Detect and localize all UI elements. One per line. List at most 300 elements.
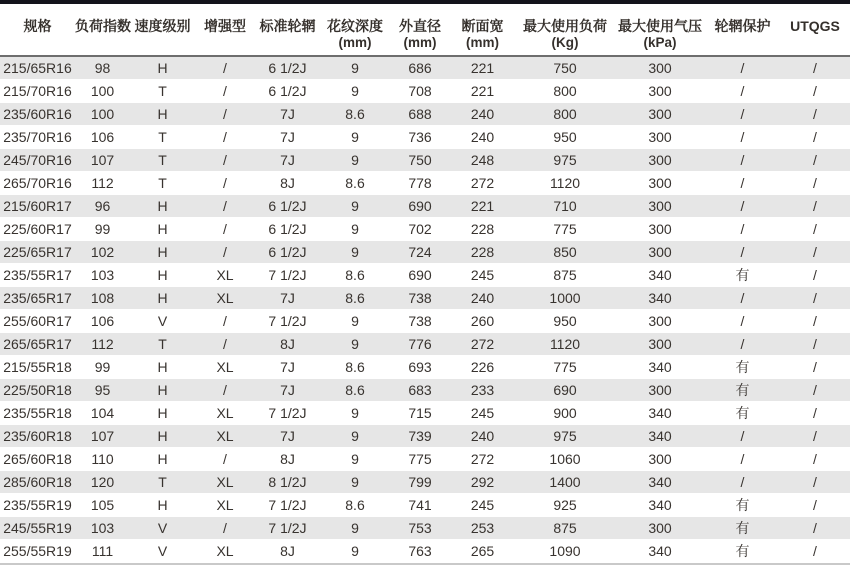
table-cell: 300	[615, 310, 705, 333]
table-cell: 111	[75, 540, 130, 563]
table-cell: 9	[320, 310, 390, 333]
table-cell: 有	[705, 540, 780, 563]
table-cell: /	[705, 448, 780, 471]
table-header	[0, 4, 850, 56]
column-header	[320, 4, 390, 56]
column-header	[130, 4, 195, 56]
table-cell: 7 1/2J	[255, 310, 320, 333]
table-cell: /	[705, 471, 780, 494]
table-cell: 750	[515, 56, 615, 80]
table-cell: 950	[515, 126, 615, 149]
table-cell: 1400	[515, 471, 615, 494]
column-header-label: 最大使用气压	[618, 18, 702, 34]
table-cell: T	[130, 149, 195, 172]
table-cell: 6 1/2J	[255, 241, 320, 264]
table-cell: 228	[450, 218, 515, 241]
table-cell: /	[195, 218, 255, 241]
table-cell: /	[780, 540, 850, 563]
table-cell: 7 1/2J	[255, 517, 320, 540]
table-cell: V	[130, 310, 195, 333]
table-cell: 702	[390, 218, 450, 241]
table-cell: 225/50R18	[0, 379, 75, 402]
table-cell: 686	[390, 56, 450, 80]
table-cell: 775	[390, 448, 450, 471]
column-header-unit: (mm)	[403, 35, 437, 50]
table-cell: 272	[450, 172, 515, 195]
table-cell: 226	[450, 356, 515, 379]
table-cell: 106	[75, 310, 130, 333]
table-cell: 340	[615, 402, 705, 425]
table-cell: /	[195, 310, 255, 333]
table-cell: 850	[515, 241, 615, 264]
table-cell: 9	[320, 425, 390, 448]
table-cell: 7J	[255, 356, 320, 379]
table-cell: 108	[75, 287, 130, 310]
table-cell: 233	[450, 379, 515, 402]
table-cell: 265/70R16	[0, 172, 75, 195]
table-cell: /	[780, 218, 850, 241]
column-header-label: 负荷指数	[75, 18, 131, 34]
column-header-unit	[195, 35, 255, 51]
table-cell: /	[195, 172, 255, 195]
table-cell: 99	[75, 218, 130, 241]
column-header-label: 花纹深度	[327, 18, 383, 34]
table-cell: /	[780, 471, 850, 494]
table-cell: 8.6	[320, 172, 390, 195]
table-cell: T	[130, 333, 195, 356]
table-cell: 975	[515, 425, 615, 448]
table-cell: 99	[75, 356, 130, 379]
table-cell: 7 1/2J	[255, 494, 320, 517]
column-header-label: 断面宽	[461, 18, 504, 34]
table-cell: 750	[390, 149, 450, 172]
table-cell: /	[195, 103, 255, 126]
table-cell: 1000	[515, 287, 615, 310]
table-cell: 8.6	[320, 379, 390, 402]
table-cell: V	[130, 517, 195, 540]
table-cell: 9	[320, 517, 390, 540]
table-cell: /	[705, 333, 780, 356]
table-cell: 8.6	[320, 356, 390, 379]
table-cell: 975	[515, 149, 615, 172]
table-cell: 340	[615, 494, 705, 517]
table-cell: 265/60R18	[0, 448, 75, 471]
table-cell: 98	[75, 56, 130, 80]
table-cell: /	[705, 218, 780, 241]
table-row	[0, 517, 850, 540]
table-cell: 7J	[255, 379, 320, 402]
table-cell: 300	[615, 126, 705, 149]
table-cell: XL	[195, 287, 255, 310]
table-cell: 741	[390, 494, 450, 517]
table-cell: XL	[195, 402, 255, 425]
table-cell: 9	[320, 540, 390, 563]
table-row	[0, 379, 850, 402]
column-header-label: 最大使用负荷	[523, 18, 607, 34]
table-cell: T	[130, 172, 195, 195]
table-cell: /	[195, 448, 255, 471]
column-header	[0, 4, 75, 56]
table-cell: 107	[75, 149, 130, 172]
column-header-label: 外直径	[399, 18, 441, 34]
table-cell: 221	[450, 195, 515, 218]
table-cell: /	[195, 195, 255, 218]
table-cell: 104	[75, 402, 130, 425]
table-cell: /	[780, 379, 850, 402]
column-header-label: 标准轮辋	[259, 18, 316, 34]
table-cell: /	[780, 310, 850, 333]
table-cell: 6 1/2J	[255, 218, 320, 241]
table-cell: 235/60R16	[0, 103, 75, 126]
table-cell: 688	[390, 103, 450, 126]
table-cell: /	[780, 241, 850, 264]
table-cell: 9	[320, 241, 390, 264]
table-cell: H	[130, 402, 195, 425]
table-cell: 103	[75, 517, 130, 540]
table-cell: 775	[515, 356, 615, 379]
table-cell: 340	[615, 264, 705, 287]
table-cell: 8.6	[320, 264, 390, 287]
table-cell: 265/65R17	[0, 333, 75, 356]
table-row	[0, 310, 850, 333]
table-cell: 221	[450, 56, 515, 80]
table-cell: 有	[705, 517, 780, 540]
bottom-border	[0, 563, 850, 565]
table-cell: 112	[75, 172, 130, 195]
table-cell: 100	[75, 80, 130, 103]
table-cell: 9	[320, 471, 390, 494]
table-cell: /	[780, 402, 850, 425]
table-cell: 7J	[255, 149, 320, 172]
table-cell: 7J	[255, 425, 320, 448]
table-cell: /	[780, 448, 850, 471]
table-cell: 107	[75, 425, 130, 448]
table-cell: 6 1/2J	[255, 80, 320, 103]
table-header-row	[0, 4, 850, 56]
table-row	[0, 402, 850, 425]
table-cell: 245	[450, 264, 515, 287]
table-cell: /	[195, 126, 255, 149]
table-cell: 有	[705, 356, 780, 379]
table-cell: 9	[320, 218, 390, 241]
table-cell: /	[705, 56, 780, 80]
table-cell: /	[195, 517, 255, 540]
table-cell: 340	[615, 287, 705, 310]
table-cell: 778	[390, 172, 450, 195]
table-cell: 300	[615, 56, 705, 80]
table-cell: 100	[75, 103, 130, 126]
table-cell: H	[130, 448, 195, 471]
column-header-unit: (mm)	[466, 35, 499, 50]
table-cell: /	[780, 494, 850, 517]
table-cell: 103	[75, 264, 130, 287]
table-cell: 900	[515, 402, 615, 425]
table-cell: XL	[195, 425, 255, 448]
table-cell: /	[780, 56, 850, 80]
table-cell: 112	[75, 333, 130, 356]
table-cell: /	[780, 425, 850, 448]
table-row	[0, 218, 850, 241]
table-row	[0, 494, 850, 517]
table-cell: 110	[75, 448, 130, 471]
table-cell: 260	[450, 310, 515, 333]
table-cell: XL	[195, 264, 255, 287]
table-cell: 8J	[255, 333, 320, 356]
table-cell: /	[705, 126, 780, 149]
table-cell: 有	[705, 379, 780, 402]
table-cell: /	[195, 56, 255, 80]
table-cell: 8J	[255, 448, 320, 471]
table-cell: 有	[705, 264, 780, 287]
table-cell: H	[130, 494, 195, 517]
table-cell: 738	[390, 287, 450, 310]
table-row	[0, 471, 850, 494]
table-cell: 8.6	[320, 103, 390, 126]
column-header	[195, 4, 255, 56]
table-cell: 7J	[255, 126, 320, 149]
table-cell: XL	[195, 471, 255, 494]
table-cell: /	[780, 517, 850, 540]
table-cell: 300	[615, 149, 705, 172]
table-cell: 736	[390, 126, 450, 149]
table-cell: 7 1/2J	[255, 402, 320, 425]
table-cell: 738	[390, 310, 450, 333]
table-cell: 235/55R19	[0, 494, 75, 517]
table-cell: 225/65R17	[0, 241, 75, 264]
table-cell: 215/55R18	[0, 356, 75, 379]
table-cell: 690	[390, 195, 450, 218]
table-cell: 950	[515, 310, 615, 333]
table-cell: 7J	[255, 103, 320, 126]
table-cell: 9	[320, 195, 390, 218]
table-cell: 9	[320, 80, 390, 103]
table-cell: 有	[705, 494, 780, 517]
table-row	[0, 241, 850, 264]
table-row	[0, 172, 850, 195]
table-cell: /	[705, 425, 780, 448]
table-row	[0, 333, 850, 356]
table-cell: H	[130, 356, 195, 379]
table-cell: H	[130, 103, 195, 126]
table-body	[0, 56, 850, 563]
table-cell: 272	[450, 448, 515, 471]
table-cell: 800	[515, 80, 615, 103]
table-cell: 240	[450, 287, 515, 310]
table-cell: 245	[450, 494, 515, 517]
table-cell: T	[130, 80, 195, 103]
column-header	[780, 4, 850, 56]
table-cell: 96	[75, 195, 130, 218]
table-cell: 240	[450, 103, 515, 126]
table-cell: 710	[515, 195, 615, 218]
table-cell: 8.6	[320, 287, 390, 310]
table-cell: 683	[390, 379, 450, 402]
table-row	[0, 448, 850, 471]
table-cell: 235/65R17	[0, 287, 75, 310]
table-row	[0, 287, 850, 310]
table-cell: /	[780, 195, 850, 218]
table-row	[0, 195, 850, 218]
table-cell: 9	[320, 402, 390, 425]
table-cell: H	[130, 287, 195, 310]
table-cell: 690	[390, 264, 450, 287]
table-cell: 255/60R17	[0, 310, 75, 333]
table-cell: 300	[615, 517, 705, 540]
table-cell: 690	[515, 379, 615, 402]
column-header	[75, 4, 130, 56]
table-row	[0, 540, 850, 563]
table-cell: /	[780, 356, 850, 379]
table-cell: 235/55R17	[0, 264, 75, 287]
table-cell: 724	[390, 241, 450, 264]
column-header	[450, 4, 515, 56]
table-cell: 8J	[255, 540, 320, 563]
column-header	[390, 4, 450, 56]
table-cell: 800	[515, 103, 615, 126]
table-cell: /	[195, 149, 255, 172]
table-cell: 221	[450, 80, 515, 103]
column-header-label: 增强型	[204, 18, 246, 34]
table-row	[0, 149, 850, 172]
table-cell: 875	[515, 264, 615, 287]
table-cell: 120	[75, 471, 130, 494]
column-header-label: 规格	[23, 18, 52, 34]
table-cell: /	[705, 103, 780, 126]
table-cell: H	[130, 218, 195, 241]
table-cell: 925	[515, 494, 615, 517]
table-cell: /	[705, 310, 780, 333]
table-cell: 300	[615, 448, 705, 471]
table-cell: /	[705, 287, 780, 310]
table-cell: /	[780, 103, 850, 126]
table-cell: 1120	[515, 333, 615, 356]
column-header-unit: (kPa)	[643, 35, 677, 50]
column-header-unit	[705, 35, 780, 51]
table-cell: 9	[320, 56, 390, 80]
table-cell: 95	[75, 379, 130, 402]
table-cell: /	[195, 379, 255, 402]
column-header-unit	[780, 35, 850, 51]
table-cell: 235/60R18	[0, 425, 75, 448]
table-cell: 106	[75, 126, 130, 149]
table-cell: 776	[390, 333, 450, 356]
table-cell: /	[780, 149, 850, 172]
table-cell: /	[195, 80, 255, 103]
table-cell: 245/55R19	[0, 517, 75, 540]
table-cell: 340	[615, 425, 705, 448]
table-cell: 8.6	[320, 494, 390, 517]
table-row	[0, 80, 850, 103]
table-cell: 739	[390, 425, 450, 448]
column-header-unit: (mm)	[338, 35, 372, 50]
table-cell: 235/55R18	[0, 402, 75, 425]
table-row	[0, 126, 850, 149]
table-cell: /	[780, 126, 850, 149]
table-cell: 9	[320, 149, 390, 172]
table-cell: 有	[705, 402, 780, 425]
table-cell: H	[130, 264, 195, 287]
column-header	[705, 4, 780, 56]
table-cell: 875	[515, 517, 615, 540]
table-cell: 693	[390, 356, 450, 379]
column-header	[615, 4, 705, 56]
table-cell: 240	[450, 126, 515, 149]
table-cell: /	[195, 241, 255, 264]
table-row	[0, 264, 850, 287]
table-cell: 272	[450, 333, 515, 356]
table-cell: 7J	[255, 287, 320, 310]
table-cell: H	[130, 425, 195, 448]
table-cell: 708	[390, 80, 450, 103]
table-cell: XL	[195, 494, 255, 517]
table-cell: 285/60R18	[0, 471, 75, 494]
table-cell: 1090	[515, 540, 615, 563]
table-cell: 253	[450, 517, 515, 540]
table-cell: 300	[615, 379, 705, 402]
table-cell: 225/60R17	[0, 218, 75, 241]
table-cell: /	[780, 287, 850, 310]
column-header-unit	[255, 35, 320, 51]
table-cell: 6 1/2J	[255, 195, 320, 218]
table-cell: 9	[320, 448, 390, 471]
column-header	[255, 4, 320, 56]
table-cell: /	[705, 149, 780, 172]
column-header-label: 速度级别	[134, 18, 191, 34]
column-header-unit: (Kg)	[551, 35, 579, 50]
table-cell: /	[780, 172, 850, 195]
table-cell: 105	[75, 494, 130, 517]
column-header-label: 轮辋保护	[714, 18, 771, 34]
table-cell: 248	[450, 149, 515, 172]
table-cell: 255/55R19	[0, 540, 75, 563]
tire-spec-table	[0, 4, 850, 563]
table-cell: 240	[450, 425, 515, 448]
column-header-unit	[0, 35, 75, 51]
table-cell: 215/70R16	[0, 80, 75, 103]
table-cell: 753	[390, 517, 450, 540]
table-cell: /	[705, 241, 780, 264]
table-cell: 340	[615, 356, 705, 379]
table-cell: 102	[75, 241, 130, 264]
table-row	[0, 56, 850, 80]
table-cell: 245/70R16	[0, 149, 75, 172]
column-header	[515, 4, 615, 56]
table-cell: H	[130, 241, 195, 264]
table-cell: 8J	[255, 172, 320, 195]
table-cell: 300	[615, 333, 705, 356]
table-cell: XL	[195, 356, 255, 379]
table-cell: 265	[450, 540, 515, 563]
table-cell: 1120	[515, 172, 615, 195]
table-row	[0, 103, 850, 126]
table-cell: 6 1/2J	[255, 56, 320, 80]
table-cell: /	[780, 333, 850, 356]
table-cell: 9	[320, 126, 390, 149]
table-cell: XL	[195, 540, 255, 563]
table-cell: H	[130, 379, 195, 402]
table-cell: 300	[615, 241, 705, 264]
table-cell: /	[780, 80, 850, 103]
table-cell: 715	[390, 402, 450, 425]
table-cell: 1060	[515, 448, 615, 471]
table-cell: 215/65R16	[0, 56, 75, 80]
column-header-label: UTQGS	[790, 18, 840, 34]
column-header-unit	[130, 35, 195, 51]
table-cell: V	[130, 540, 195, 563]
table-cell: /	[705, 195, 780, 218]
table-cell: /	[780, 264, 850, 287]
table-cell: 292	[450, 471, 515, 494]
